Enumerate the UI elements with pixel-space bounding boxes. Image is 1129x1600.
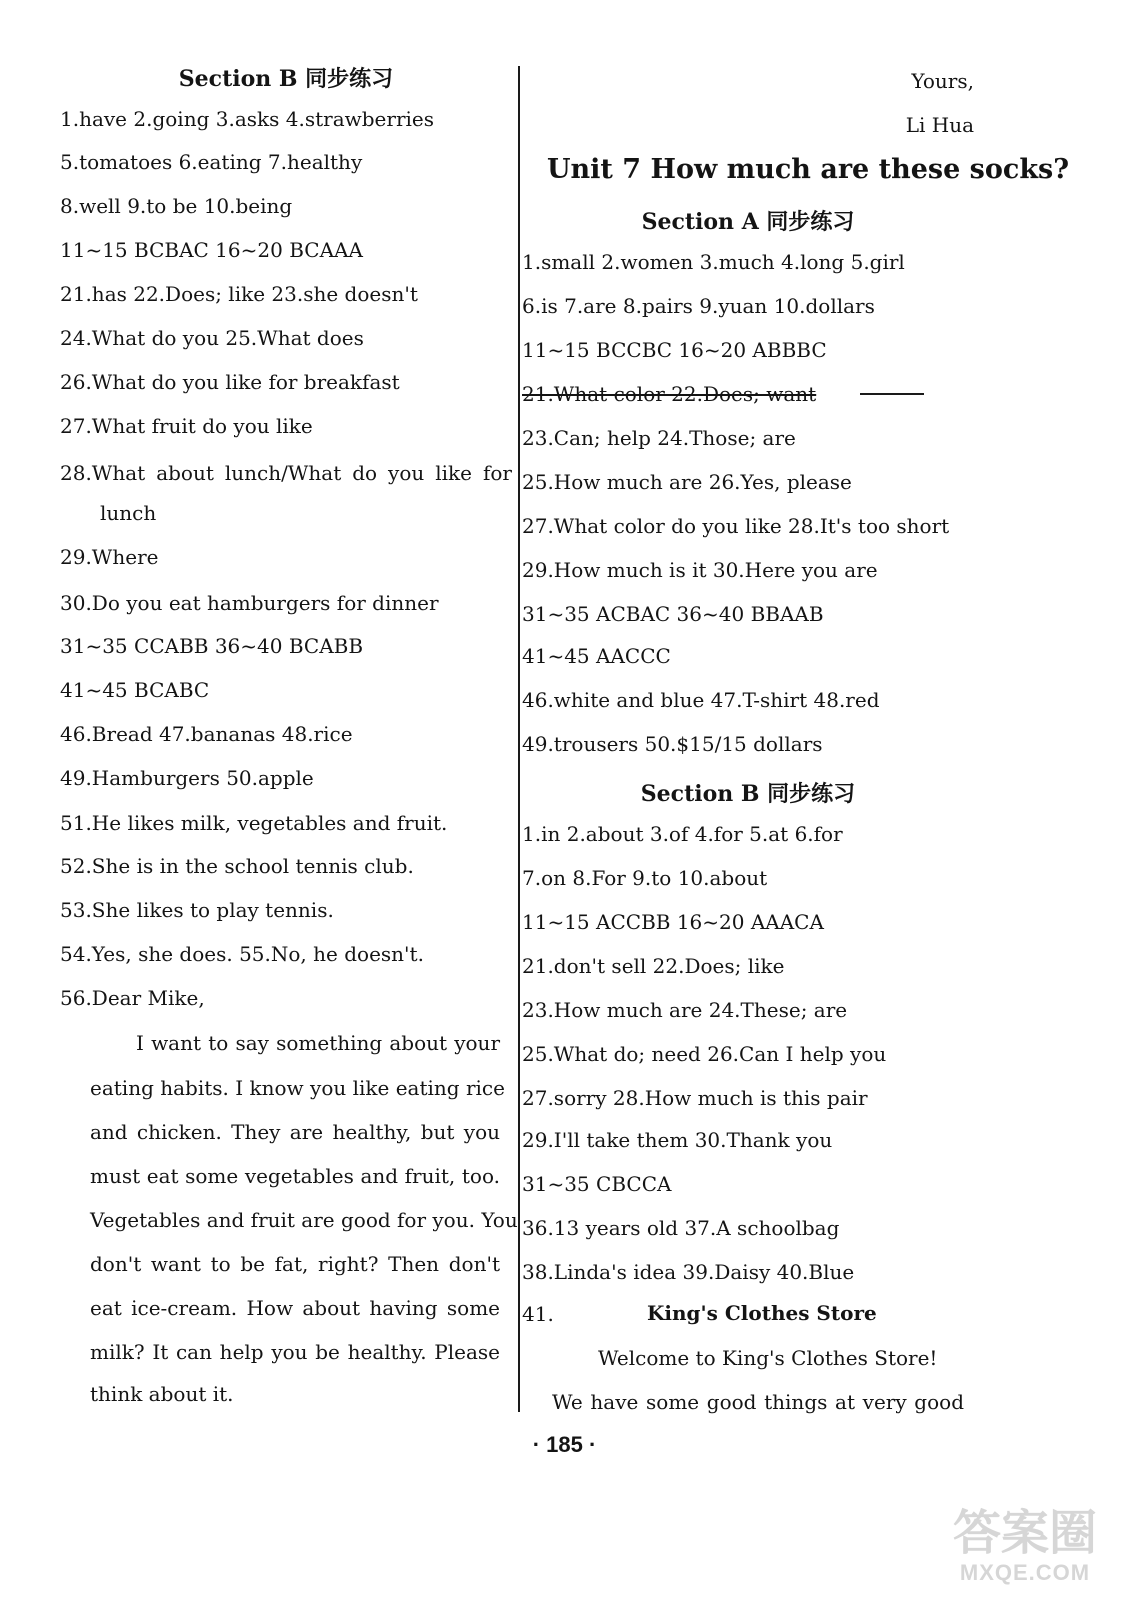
answer-line: 29.I'll take them 30.Thank you [522, 1128, 833, 1152]
q41-line: Welcome to King's Clothes Store! [598, 1346, 938, 1370]
answer-line: 27.sorry 28.How much is this pair [522, 1086, 868, 1110]
answer-line: 1.have 2.going 3.asks 4.strawberries [60, 107, 434, 131]
answer-line: 28.What about lunch/What do you like for [60, 461, 512, 485]
answer-line: 1.small 2.women 3.much 4.long 5.girl [522, 250, 905, 274]
answer-line: 11~15 BCCBC 16~20 ABBBC [522, 338, 827, 362]
strike-dash [860, 393, 924, 395]
answer-line: 54.Yes, she does. 55.No, he doesn't. [60, 942, 424, 966]
answer-line: 41~45 BCABC [60, 678, 210, 702]
unit-title: Unit 7 How much are these socks? [547, 154, 1070, 185]
answer-line: 51.He likes milk, vegetables and fruit. [60, 811, 448, 835]
watermark-text-bottom: MXQE.COM [959, 1560, 1091, 1585]
answer-line: 52.She is in the school tennis club. [60, 854, 414, 878]
question-41-number: 41. [522, 1302, 554, 1326]
answer-line: 46.Bread 47.bananas 48.rice [60, 722, 353, 746]
answer-line: 31~35 CBCCA [522, 1172, 672, 1196]
letter-salutation: 56.Dear Mike, [60, 986, 205, 1010]
answer-line: 23.How much are 24.These; are [522, 998, 848, 1022]
section-a-heading: Section A 同步练习 [641, 209, 855, 235]
letter-line: Vegetables and fruit are good for you. You [90, 1208, 518, 1232]
answer-line: 21.has 22.Does; like 23.she doesn't [60, 282, 418, 306]
letter-line: eating habits. I know you like eating rice [90, 1076, 505, 1100]
answer-line: 31~35 CCABB 36~40 BCABB [60, 634, 364, 658]
letter-line: eat ice-cream. How about having some [90, 1296, 500, 1320]
answer-line: 38.Linda's idea 39.Daisy 40.Blue [522, 1260, 855, 1284]
answer-line: 29.Where [60, 545, 159, 569]
letter-line: I want to say something about your [136, 1031, 500, 1055]
answer-line: 24.What do you 25.What does [60, 326, 364, 350]
section-b-heading-left: Section B 同步练习 [178, 66, 394, 92]
answer-line: 49.trousers 50.$15/15 dollars [522, 732, 823, 756]
answer-line: 46.white and blue 47.T-shirt 48.red [522, 688, 880, 712]
answer-line: 27.What color do you like 28.It's too short [522, 514, 950, 538]
answer-line: 6.is 7.are 8.pairs 9.yuan 10.dollars [522, 294, 875, 318]
letter-line: think about it. [90, 1382, 234, 1406]
answer-line: 7.on 8.For 9.to 10.about [522, 866, 768, 890]
letter-line: don't want to be fat, right? Then don't [90, 1252, 500, 1276]
page-number: · 185 · [532, 1432, 597, 1457]
answer-line: 53.She likes to play tennis. [60, 898, 334, 922]
answer-line: 26.What do you like for breakfast [60, 370, 400, 394]
q41-line: We have some good things at very good [552, 1390, 964, 1414]
answer-line: 11~15 BCBAC 16~20 BCAAA [60, 238, 363, 262]
section-b-heading-right: Section B 同步练习 [640, 781, 856, 807]
watermark-text-top: 答案圈 [952, 1507, 1097, 1560]
letter-line: must eat some vegetables and fruit, too. [90, 1164, 500, 1188]
answer-line: 1.in 2.about 3.of 4.for 5.at 6.for [522, 822, 843, 846]
answer-line: 49.Hamburgers 50.apple [60, 766, 314, 790]
answer-line: 27.What fruit do you like [60, 414, 313, 438]
letter-signature: Li Hua [905, 113, 974, 137]
answer-line: 11~15 ACCBB 16~20 AAACA [522, 910, 824, 934]
answer-line: 25.What do; need 26.Can I help you [522, 1042, 887, 1066]
letter-line: milk? It can help you be healthy. Please [90, 1340, 500, 1364]
answer-line-continued: lunch [100, 501, 157, 525]
answer-line: 25.How much are 26.Yes, please [522, 470, 852, 494]
answer-line: 41~45 AACCC [522, 644, 671, 668]
answer-line-struck: 21.What color 22.Does; want [522, 382, 817, 406]
answer-line: 31~35 ACBAC 36~40 BBAAB [522, 602, 824, 626]
letter-closing: Yours, [911, 69, 974, 93]
watermark-logo [930, 1508, 1120, 1588]
answer-line: 30.Do you eat hamburgers for dinner [60, 591, 439, 615]
answer-line: 23.Can; help 24.Those; are [522, 426, 796, 450]
answer-line: 36.13 years old 37.A schoolbag [522, 1216, 840, 1240]
answer-line: 29.How much is it 30.Here you are [522, 558, 878, 582]
answer-line: 8.well 9.to be 10.being [60, 194, 293, 218]
letter-line: and chicken. They are healthy, but you [90, 1120, 500, 1144]
q41-title: King's Clothes Store [647, 1301, 877, 1325]
column-divider [518, 66, 520, 1412]
answer-line: 21.don't sell 22.Does; like [522, 954, 785, 978]
answer-line: 5.tomatoes 6.eating 7.healthy [60, 150, 363, 174]
